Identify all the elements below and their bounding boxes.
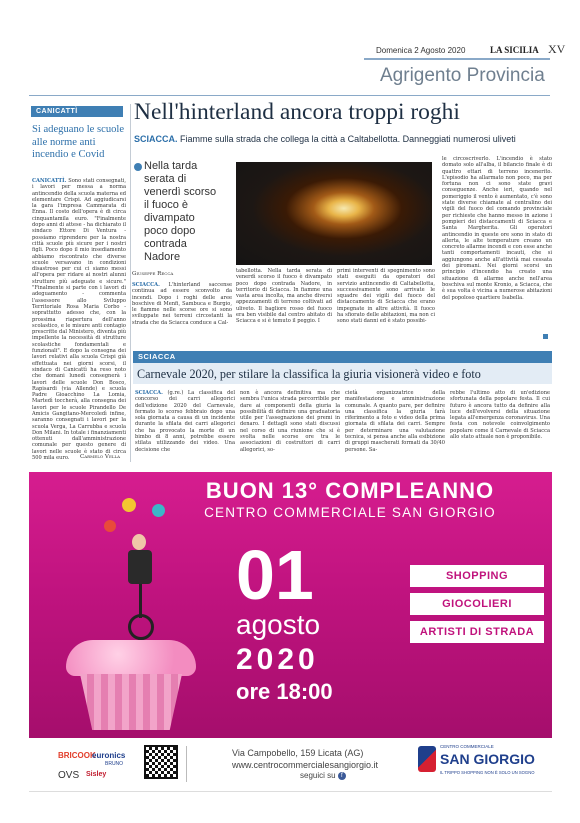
advert-website: www.centrocommercialesangiorgio.it [232,760,379,770]
cake-frosting [66,640,196,676]
second-kicker-bar [133,351,552,363]
cake-illustration [56,640,206,732]
event-street-artists: ARTISTI DI STRADA [410,621,544,643]
left-body-text: Sono stati consegnati, i lavori per messa a norma antincendio della scuola materna ed elementare Crispi. Ad aggiudicarsi la gara l'impresa Cammarata di Enna. Il costo dell'opera è di circa cinquantamila euro. "Finalmente dopo anni di attese - ha dichiarato il sindaco Ettore Di Ventura - possiamo riprendere per la nostra città scuole più sicure per i nostri figli. Poco dopo il mio insediamento abbiamo riscontrato che diverse scuole versavano in condizioni disastrose per cui ci siamo messi all'opera per ridare ai nostri alunni strutture più adeguate e sicure." "Finalmente si parte con i lavori di adeguamento - commenta l'assessore allo Sviluppo Territoriale Rosa Maria Corbo - soprattutto adesso che, con la prossima riapertura dell'anno scolastico, e le misure anti contagio prescritte dal Ministero, diventa più impellente la necessità di strutture scolastiche fondamentali e funzionali". E dopo la consegna dei lavori relativi alla scuola Crispi già effettuata nei giorni scorsi, il sindaco di Canicattì ha reso noto che domani lunedì consegnerà i lavori delle scuole Don Bosco, Rapisardi (via Allende) e scuola Padre Gioacchino La Lomia, Martedì toccherà, alla consegna dei lavori per le scuole Pirandello De Amicis Gangitano-Mercoledì infine, saranno consegnati i lavori per la scuola Verga, La Carrubba e scuola Don Milani. In totale i finanziamenti ottenuti dall'amministrazione comunale per questo genere di lavori nelle scuole è stato di circa 500 mila euro. [32,178,127,462]
logo-name: SAN GIORGIO [440,751,535,767]
logo-knight-icon [418,746,436,772]
masthead-rule [364,58,550,60]
section-rule [29,95,550,96]
qr-code-icon [144,745,178,779]
ball-icon [122,498,136,512]
advert-social-text: seguici su [300,771,336,780]
advert-day: 01 [236,536,314,614]
main-byline: Giuseppe Recca [132,271,174,277]
cake-cup [80,674,182,730]
main-col4: le circoscriverlo. L'incendio è stato domato solo all'alba, il bilancio finale è di quattro ettari di terreno incenerito. L'episodio ha allarmato non poco, ma per fortuna non ci sono state gravi conseguenze. Anche ieri, quando nel pomeriggio il vento è aumentato, c'è sono state diverse chiamate al centralino dei vigili del fuoco del comando provinciale per richieste che hanno messo in azione i pompieri dei distaccamenti di Sciacca e Santa Margherita. Gli operatori antincendio in queste ore sono in stato di allerta, le alte temperature creano un concreto allarme incendi e con esse anche tanti comportamenti incauti, che si aggiungono anche all'attività mai cessata dei piromani. Nei giorni scorsi un principio d'incendio ha creato una situazione di allarme anche nell'area boschiva sul monte Kronio, a Sciacca, che è sua volta è vicina a numerose abitazioni del popoloso quartiere Isabella. [442,156,552,301]
juggler-illustration [86,498,206,648]
advert-subtitle: CENTRO COMMERCIALE SAN GIORGIO [204,505,496,520]
event-shopping: SHOPPING [410,565,544,587]
left-body-lead: CANICATTÌ. [32,178,67,184]
main-subheadline [134,134,554,144]
brand-bruno: BRUNO [105,761,124,767]
brand-sisley: Sisley [86,771,107,778]
advert-address: Via Campobello, 159 Licata (AG) [232,748,364,758]
pullquote-bullet [134,163,142,171]
fire-photo [236,162,432,265]
ball-icon [104,520,116,532]
main-col1 [132,282,232,340]
advert-year: 2020 [236,643,319,676]
second-col3: cietà organizzatrice della manifestazione e amministrazione comunale. A quanto pare, per definire una classifica la giuria farà riferimento a foto e video della prima giornata di sfilata dei carri. Sempre per determinare una valutazione tecnica, si pensa anche alla esibizione di gruppi mascherati formati da 30/40 persone. Sa- [345,390,445,453]
main-sub-text: Fiamme sulla strada che collega la città a Caltabellotta. Danneggiati numerosi uliveti [180,134,516,144]
issue-date: Domenica 2 Agosto 2020 [376,46,466,55]
main-col1-text: L'hinterland saccense continua ad essere sconvolto da incendi. Dopo i roghi delle aree boschive di Menfi, Sambuca e Burgio, le fiamme nelle scorse ore si sono sviluppate nei terreni circostanti la strada che da Sciacca conduce a Cal- [132,282,233,326]
section-title: Agrigento Provincia [380,65,545,86]
main-pullquote: Nella tarda serata di venerdì scorso il fuoco è divampato poco dopo contrada Nadore [144,160,217,263]
footer-divider [186,746,187,782]
unicycle-wheel [128,614,154,640]
brand-ovs: OVS [58,770,80,781]
second-headline: Carnevale 2020, per stilare la classifica la giuria visionerà video e foto [137,367,481,381]
main-end-marker [543,334,548,339]
second-col1-lead: SCIACCA. [135,390,163,396]
advert-title: BUON 13° COMPLEANNO [205,478,495,503]
brand-bricook: BRICOOK [58,751,96,760]
second-kicker: SCIACCA [138,352,176,361]
juggler-head [132,534,146,550]
main-col1-lead: SCIACCA. [132,282,160,288]
main-col3: primi interventi di spegnimento sono stati eseguiti da operatori del servizio antincendio di Caltabellotta, successivamente sono arrivate le squadre dei vigili del fuoco del distaccamento di Sciacca che erano impegnate in altre attività. Il fuoco ha sfiorato delle abitazioni, ma non ci sono stati danni ed è stato possibi- [337,268,435,325]
logo-small: CENTRO COMMERCIALE [440,744,494,749]
second-col1-text: (g.re.) La classifica del concorso dei carri allegorici dell'edizione 2020 del Carnevale, fermato lo scorso febbraio dopo una sola giornata a causa di un incidente durante la sfilata dei carri allegorici che ha provocato la morte di un bimbo di 8 anni, potrebbe essere stilata utilizzando dei video. Una decisione che [135,390,235,453]
newspaper-brand: LA SICILIA [490,45,539,55]
ball-icon [152,504,165,517]
unicycle-pole [139,584,142,618]
left-byline: Carmelo Vella [80,454,121,460]
facebook-icon: f [338,772,346,780]
juggler-body [128,550,152,584]
main-sub-lead: SCIACCA. [134,134,178,144]
main-col2: tabellotta. Nella tarda serata di venerdì scorso il fuoco è divampato poco dopo contrada Nadore, in territorio di Sciacca. In fiamme una vasta area incolta, ma anche diversi appezzamenti di terreno coltivati ad uliveto. Il bagliore rosso del fuoco era ben visibile dal centro abitato di Sciacca e si è temuto il peggio. I [236,268,332,325]
advert-time: ore 18:00 [236,679,333,704]
advert-month: agosto [236,609,321,640]
second-col2: non è ancora definitiva ma che sembra l'unica strada percorribile per dare ai componenti della giuria la possibilità di definire una graduatoria utile per l'assegnazione dei premi in denaro. I dettagli sono stati discussi nel corso di una riunione che si è svolta nelle scorse ore tra le associazioni di costruttori di carri allegorici, so- [240,390,340,453]
page-number: XV [548,42,566,56]
advert-social [300,771,346,780]
left-kicker: CANICATTÌ [31,106,123,117]
second-col1 [135,390,235,462]
left-column-divider [130,104,131,462]
brand-euronics: euronics [92,751,126,760]
event-jugglers: GIOCOLIERI [410,593,544,615]
logo-tagline: IL TRIPPO SHOPPING NON È SOLO UN SOGNO [440,770,535,775]
second-col4: rebbe l'ultimo atto di un'edizione sfortunata della popolare festa. Il cui futuro è ancora tutto da definire alla luce dell'evolversi della situazione legata all'emergenza coronavirus. Una festa con notevole coinvolgimento popolare come il Carnevale di Sciacca allo stato attuale non è proponibile. [450,390,550,441]
san-giorgio-logo [418,742,542,788]
main-headline: Nell'hinterland ancora troppi roghi [134,99,460,125]
left-title: Si adeguano le scuole alle norme anti incendio e Covid [32,124,125,161]
